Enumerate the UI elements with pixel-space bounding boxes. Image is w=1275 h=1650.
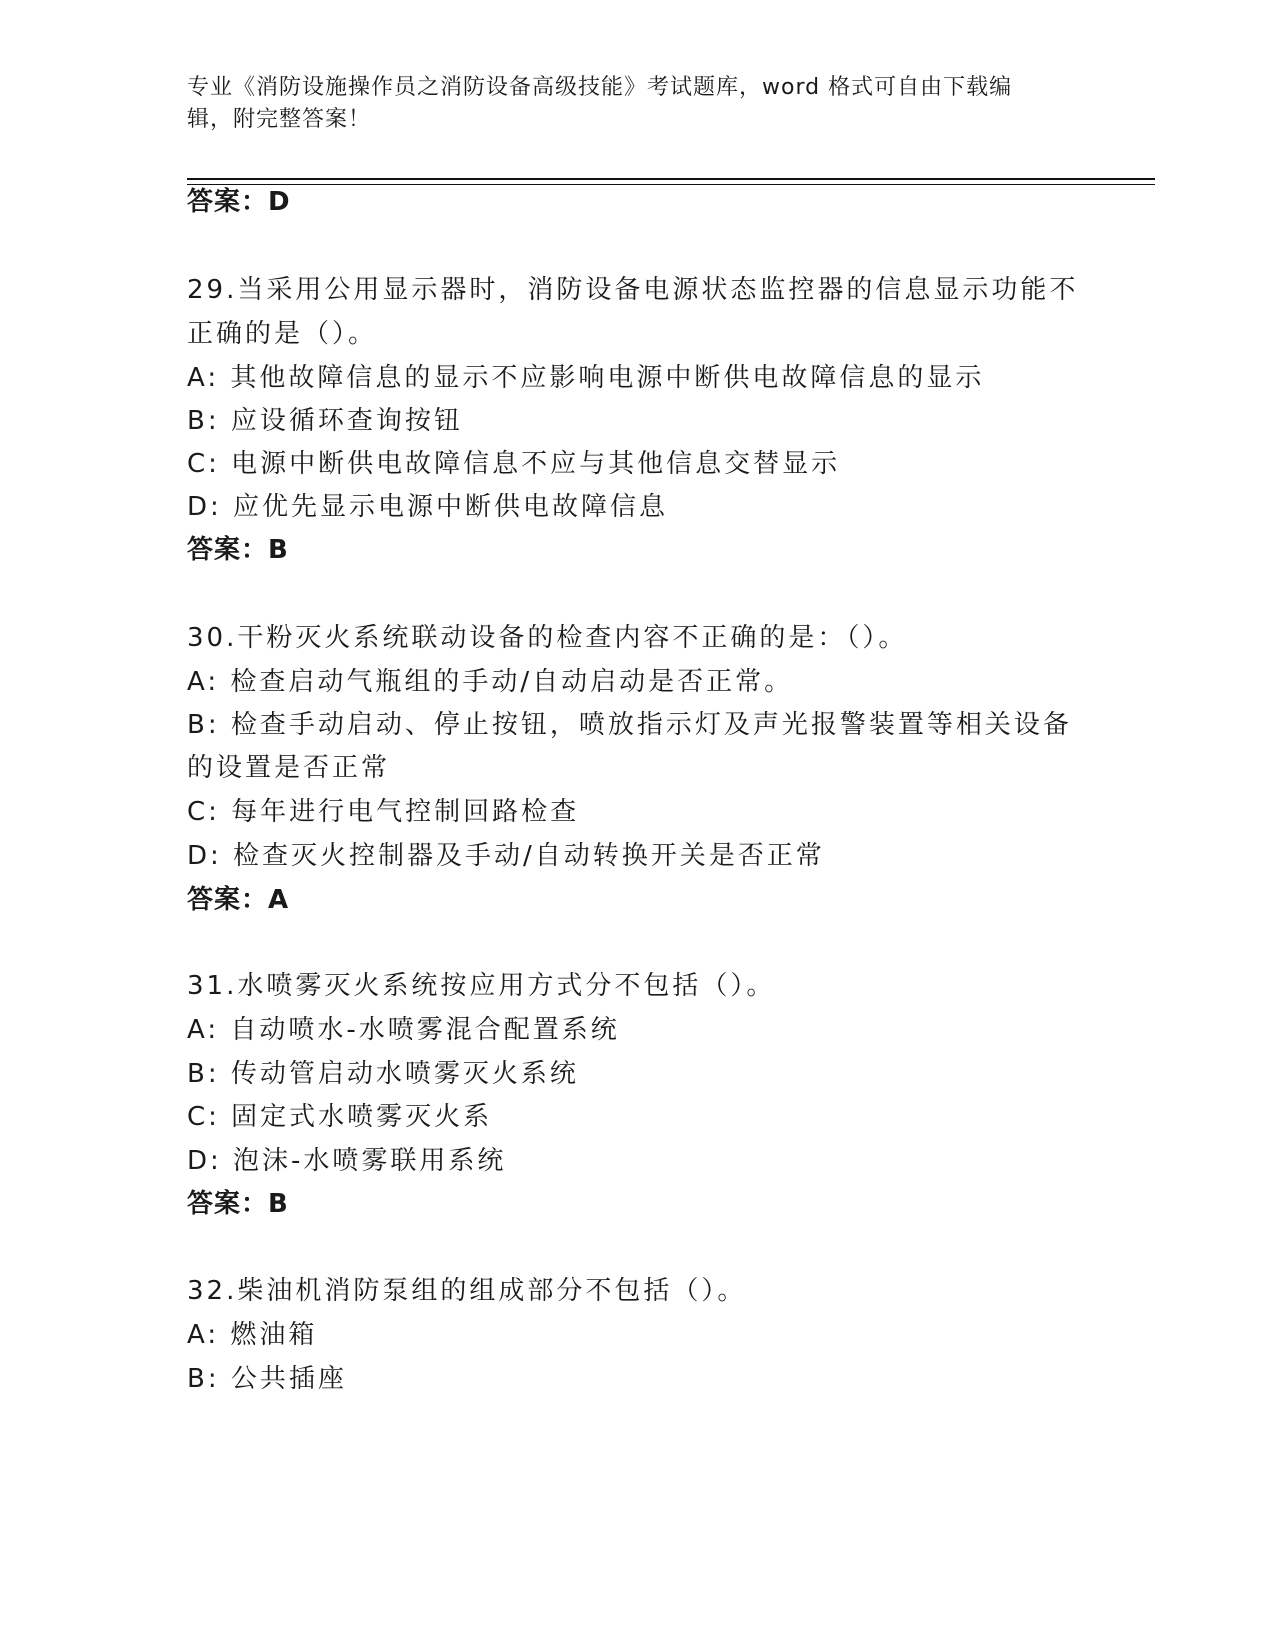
header-line-1: 专业《消防设施操作员之消防设备高级技能》考试题库，word 格式可自由下载编	[187, 75, 1013, 100]
question-29-option-d: D: 应优先显示电源中断供电故障信息	[187, 492, 669, 522]
question-31-option-c: C: 固定式水喷雾灭火系	[187, 1102, 493, 1132]
question-29-option-b: B: 应设循环查询按钮	[187, 406, 463, 436]
question-31-answer: 答案：B	[187, 1189, 289, 1219]
question-29-stem-line-1: 29.当采用公用显示器时，消防设备电源状态监控器的信息显示功能不	[187, 275, 1079, 305]
question-29-option-a: A: 其他故障信息的显示不应影响电源中断供电故障信息的显示	[187, 363, 985, 393]
question-29-stem-line-2: 正确的是（）。	[187, 319, 378, 349]
question-30-stem: 30.干粉灭火系统联动设备的检查内容不正确的是：（）。	[187, 623, 908, 653]
document-header	[187, 72, 1067, 136]
question-30-option-b: B: 检查手动启动、停止按钮，喷放指示灯及声光报警装置等相关设备	[187, 710, 1072, 740]
question-29-option-c: C: 电源中断供电故障信息不应与其他信息交替显示	[187, 449, 841, 479]
header-line-2: 辑，附完整答案！	[187, 107, 372, 132]
question-30-option-d: D: 检查灭火控制器及手动/自动转换开关是否正常	[187, 841, 825, 871]
question-30-option-c: C: 每年进行电气控制回路检查	[187, 797, 580, 827]
question-31-option-b: B: 传动管启动水喷雾灭火系统	[187, 1059, 579, 1089]
question-32-option-a: A: 燃油箱	[187, 1320, 318, 1350]
question-31-option-a: A: 自动喷水-水喷雾混合配置系统	[187, 1015, 620, 1045]
question-30-answer: 答案：A	[187, 885, 290, 915]
question-32-stem: 32.柴油机消防泵组的组成部分不包括（）。	[187, 1276, 747, 1306]
question-29-answer: 答案：B	[187, 535, 289, 565]
question-32-option-b: B: 公共插座	[187, 1364, 347, 1394]
question-30-option-a: A: 检查启动气瓶组的手动/自动启动是否正常。	[187, 667, 794, 697]
header-divider	[187, 178, 1155, 180]
question-30-option-b-cont: 的设置是否正常	[187, 753, 391, 783]
question-31-option-d: D: 泡沫-水喷雾联用系统	[187, 1146, 507, 1176]
previous-answer: 答案：D	[187, 187, 291, 217]
question-31-stem: 31.水喷雾灭火系统按应用方式分不包括（）。	[187, 971, 776, 1001]
